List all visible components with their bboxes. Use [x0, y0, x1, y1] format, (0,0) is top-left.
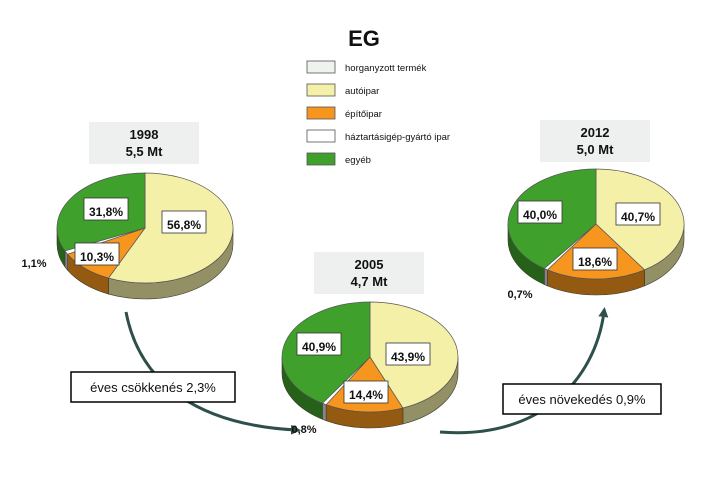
slice-label-egyeb: 40,0% [522, 208, 558, 222]
legend-label-haztartasi: háztartásigép-gyártó ipar [345, 132, 451, 143]
slice-label-epitoipar: 10,3% [79, 250, 115, 264]
year-label: 1998 [129, 127, 159, 142]
legend-label-epitoipar: építőipar [345, 109, 382, 120]
slice-label-egyeb: 31,8% [88, 205, 124, 219]
slice-label-autoipar: 40,7% [620, 210, 656, 224]
legend-swatch-autoipar [307, 84, 335, 96]
legend-label-egyeb: egyéb [345, 155, 371, 166]
slice-label-haztartasi: 0,7% [507, 289, 533, 301]
legend [307, 61, 450, 166]
decline-annotation [71, 372, 235, 402]
growth-annotation-text: éves növekedés 0,9% [518, 392, 646, 407]
slice-label-epitoipar: 18,6% [577, 255, 613, 269]
total-label: 5,0 Mt [576, 142, 614, 157]
decline-annotation-text: éves csökkenés 2,3% [90, 380, 216, 395]
legend-swatch-epitoipar [307, 107, 335, 119]
decline-arrow [126, 312, 296, 430]
slice-label-autoipar: 56,8% [166, 218, 202, 232]
legend-label-autoipar: autóipar [345, 86, 380, 97]
legend-label-horganyzott: horganyzott termék [345, 63, 427, 74]
pie-side-haztartasi [544, 268, 547, 285]
pie-side-haztartasi [322, 403, 326, 420]
legend-swatch-egyeb [307, 153, 335, 165]
pie-2005 [282, 252, 458, 436]
pie-2012 [507, 120, 684, 301]
year-label: 2005 [354, 257, 384, 272]
slice-label-haztartasi: 0,8% [291, 424, 317, 436]
pie-1998 [21, 122, 233, 299]
year-label: 2012 [580, 125, 610, 140]
slice-label-autoipar: 43,9% [390, 350, 426, 364]
legend-swatch-haztartasi [307, 130, 335, 142]
slice-label-epitoipar: 14,4% [348, 388, 384, 402]
chart-title: EG [348, 26, 380, 51]
growth-annotation [503, 384, 661, 414]
legend-swatch-horganyzott [307, 61, 335, 73]
slice-label-haztartasi: 1,1% [21, 258, 47, 270]
total-label: 4,7 Mt [350, 274, 388, 289]
slice-label-egyeb: 40,9% [301, 340, 337, 354]
total-label: 5,5 Mt [125, 144, 163, 159]
